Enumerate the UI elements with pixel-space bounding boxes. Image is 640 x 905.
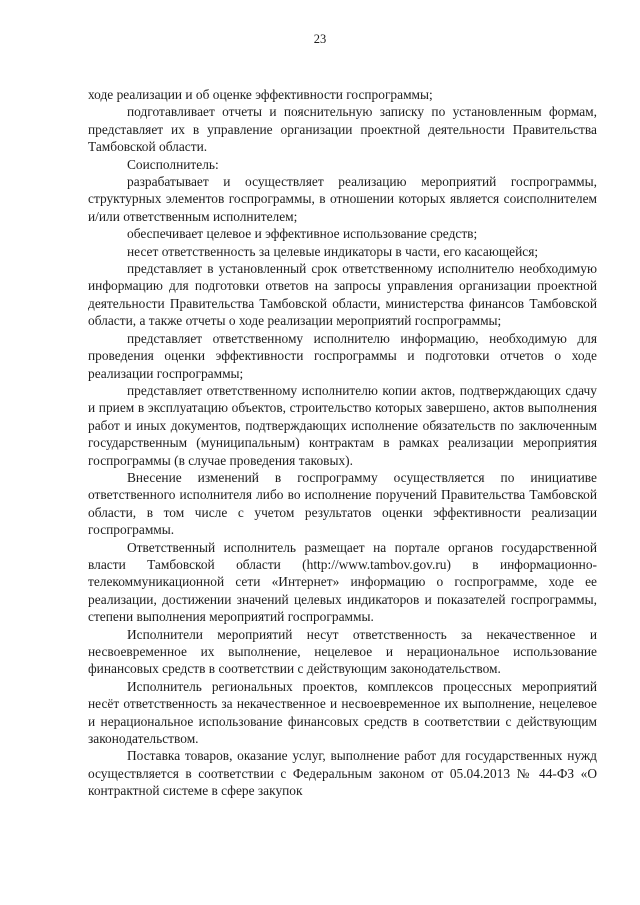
paragraph: Ответственный исполнитель размещает на портале органов государственной власти Тамбовской области (http://www.tambov.gov.ru) в информационно-телекоммуникационной сети «Интернет» информацию о госпрограмме, ходе ее реализации, достижении значений целевых индикаторов и показателей госпрограммы, степени выполнения мероприятий госпрограммы. xyxy=(88,539,597,625)
paragraph: Исполнитель региональных проектов, комплексов процессных мероприятий несёт ответственность за некачественное и несвоевременное их выполнение, нецелевое и нерациональное использование финансовых средств в соответствии с действующим законодательством. xyxy=(88,678,597,747)
paragraph: представляет в установленный срок ответственному исполнителю необходимую информацию для подготовки ответов на запросы управления организации проектной деятельности Правительства Тамбовской области, министерства финансов Тамбовской области, а также отчеты о ходе реализации мероприятий госпрограммы; xyxy=(88,261,597,329)
paragraph-continuation: ходе реализации и об оценке эффективности госпрограммы; xyxy=(88,87,433,102)
paragraph: представляет ответственному исполнителю информацию, необходимую для проведения оценки эффективности госпрограммы и подготовки отчетов о ходе реализации госпрограммы; xyxy=(88,330,597,381)
paragraph: представляет ответственному исполнителю копии актов, подтверждающих сдачу и прием в эксплуатацию объектов, строительство которых завершено, актов выполнения работ и иных документов, подтверждающих исполнение обязательств по заключенным государственным (муниципальным) контрактам в рамках реализации мероприятия госпрограммы (в случае проведения таковых). xyxy=(88,382,597,468)
paragraph: обеспечивает целевое и эффективное использование средств; xyxy=(127,226,478,242)
paragraph: подготавливает отчеты и пояснительную записку по установленным формам, представляет их в управление организации проектной деятельности Правительства Тамбовской области. xyxy=(88,104,597,155)
paragraph: Внесение изменений в госпрограмму осуществляется по инициативе ответственного исполнителя либо во исполнение поручений Правительства Тамбовской области, в том числе с учетом результатов оценки эффективности реализации госпрограммы. xyxy=(88,469,597,538)
paragraph-heading-coexecutor: Соисполнитель: xyxy=(127,156,219,172)
page-number: 23 xyxy=(313,32,327,46)
document-body xyxy=(88,86,597,800)
paragraph: Поставка товаров, оказание услуг, выполнение работ для государственных нужд осуществляется в соответствии с Федеральным законом от 05.04.2013 № 44-ФЗ «О контрактной системе в сфере закупок xyxy=(88,748,597,799)
paragraph: Исполнители мероприятий несут ответственность за некачественное и несвоевременное их выполнение, нецелевое и нерациональное использование финансовых средств в соответствии с действующим законодательством. xyxy=(88,626,597,677)
paragraph: несет ответственность за целевые индикаторы в части, его касающейся; xyxy=(127,243,539,259)
paragraph: разрабатывает и осуществляет реализацию мероприятий госпрограммы, структурных элементов госпрограммы, в отношении которых является соисполнителем и/или ответственным исполнителем; xyxy=(88,174,597,224)
